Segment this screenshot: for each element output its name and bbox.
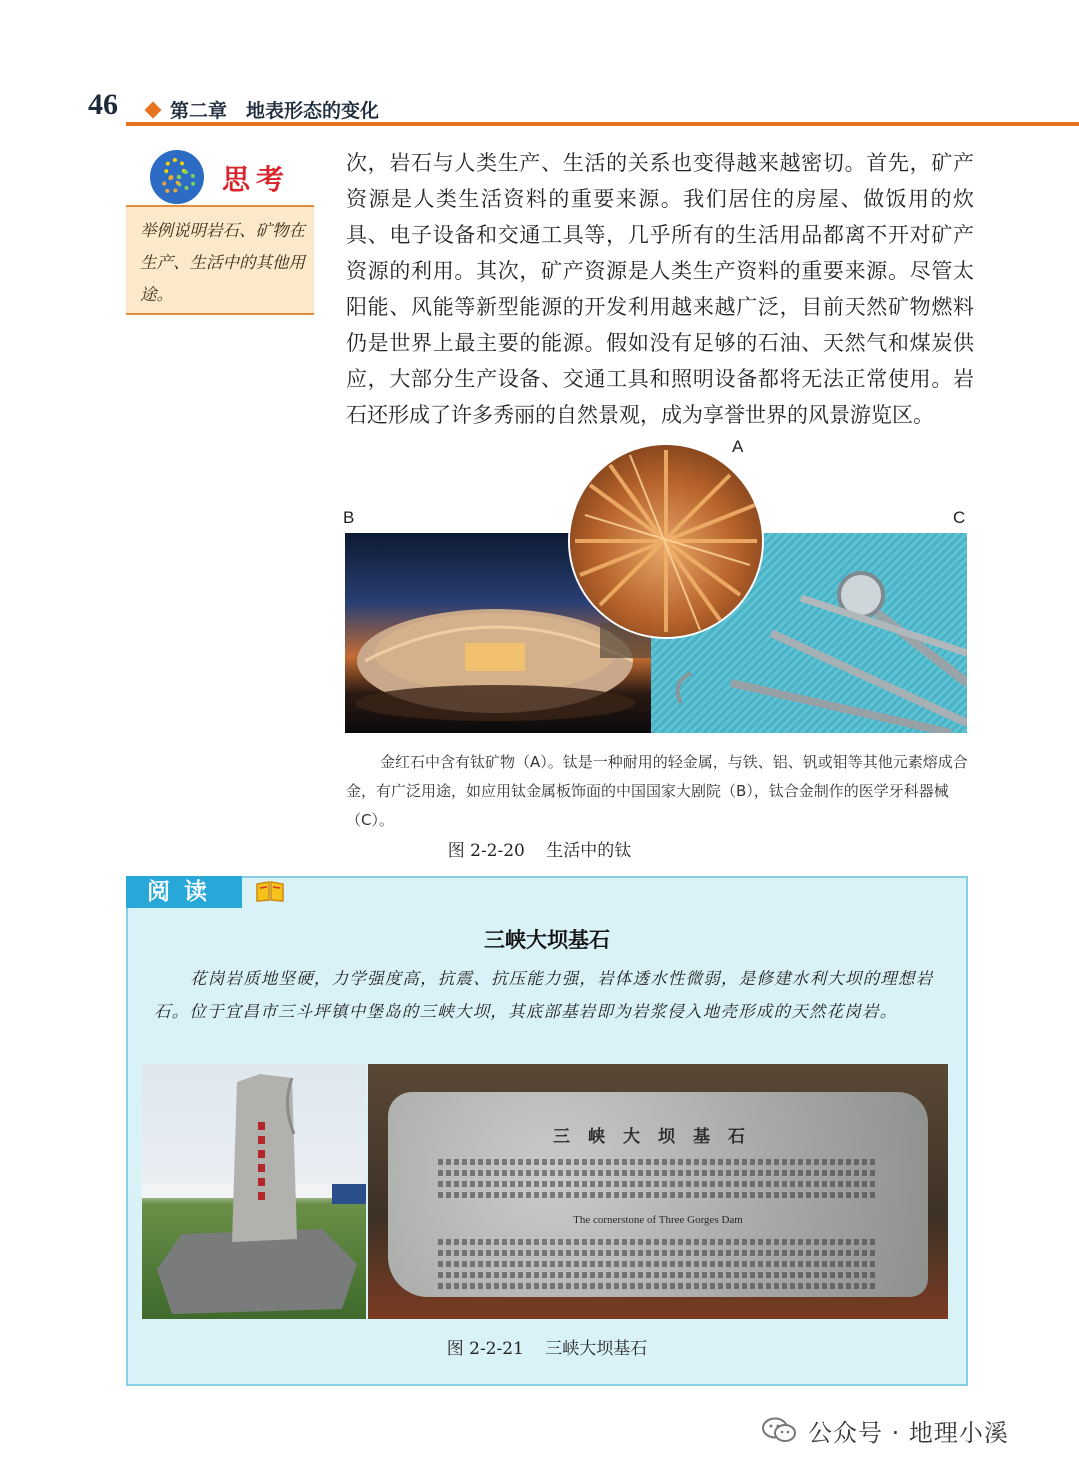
stone-inscription-english: The cornerstone of Three Gorges Dam xyxy=(573,1214,743,1226)
monument-stone-photo xyxy=(142,1064,366,1319)
figure-1-title xyxy=(0,836,1079,861)
stone-inscription-lines xyxy=(438,1154,878,1203)
watermark-text: 公众号 · 地理小溪 xyxy=(808,1419,1009,1447)
cornerstone-rock xyxy=(388,1092,928,1297)
page-number: 46 xyxy=(88,88,118,121)
figure-1-number: 图 2-2-20 xyxy=(447,841,525,861)
figure-2-title xyxy=(126,1334,968,1359)
think-head-icon xyxy=(150,150,204,204)
chapter-title: 第二章 地表形态的变化 xyxy=(170,100,380,122)
think-text: 举例说明岩石、矿物在生产、生活中的其他用途。 xyxy=(140,221,305,304)
figure-2-name: 三峡大坝基石 xyxy=(545,1339,648,1359)
figure-1-name: 生活中的钛 xyxy=(546,841,632,861)
cornerstone-photo xyxy=(368,1064,948,1319)
diamond-bullet-icon xyxy=(145,102,162,119)
stone-english-lines xyxy=(438,1234,878,1294)
book-icon xyxy=(255,880,285,902)
figure-2-number: 图 2-2-21 xyxy=(446,1339,524,1359)
figure-label-b: B xyxy=(343,508,355,527)
reading-title: 三峡大坝基石 xyxy=(484,928,610,952)
figure-label-a: A xyxy=(732,437,744,456)
reading-text: 花岗岩质地坚硬，力学强度高，抗震、抗压能力强，岩体透水性微弱，是修建水利大坝的理想岩石。位于宜昌市三斗坪镇中堡岛的三峡大坝，其底部基岩即为岩浆侵入地壳形成的天然花岗岩。 xyxy=(154,969,934,1021)
figure-1-caption: 金红石中含有钛矿物（A）。钛是一种耐用的轻金属，与铁、铝、钒或钼等其他元素熔成合金，有广泛用途，如应用钛金属板饰面的中国国家大剧院（B），钛合金制作的医学牙科器械（C）。 xyxy=(346,753,968,829)
wechat-icon xyxy=(762,1417,796,1443)
header-divider xyxy=(126,122,1079,126)
stone-inscription-title: 三峡大坝基石 xyxy=(553,1127,763,1147)
reading-tab: 阅读 xyxy=(126,876,242,908)
think-title: 思考 xyxy=(222,163,291,196)
body-paragraph: 次，岩石与人类生产、生活的关系也变得越来越密切。首先，矿产资源是人类生活资料的重要来源。我们居住的房屋、做饭用的炊具、电子设备和交通工具等，几乎所有的生活用品都离不开对矿产资源的利用。其次，矿产资源是人类生产资料的重要来源。尽管太阳能、风能等新型能源的开发利用越来越广泛，目前天然矿物燃料仍是世界上最主要的能源。假如没有足够的石油、天然气和煤炭供应，大部分生产设备、交通工具和照明设备都将无法正常使用。岩石还形成了许多秀丽的自然景观，成为享誉世界的风景游览区。 xyxy=(346,151,974,427)
figure-label-c: C xyxy=(953,508,966,527)
rutile-mineral-photo xyxy=(570,445,762,637)
